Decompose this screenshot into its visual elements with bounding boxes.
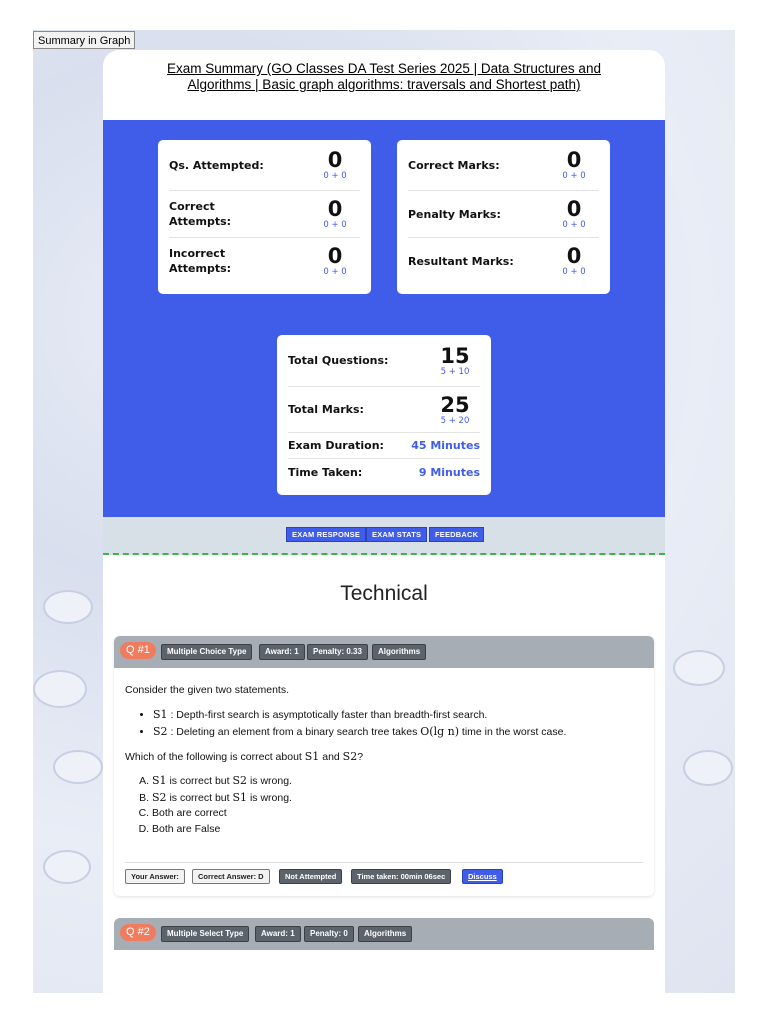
question-1-header [114, 636, 654, 668]
correct-attempts-sub: 0 + 0 [323, 220, 347, 230]
incorrect-attempts-sub: 0 + 0 [323, 267, 347, 277]
correct-marks-label: Correct Marks: [408, 158, 500, 172]
qs-attempted-row [169, 140, 360, 191]
total-questions-label: Total Questions: [288, 354, 389, 367]
qs-attempted-value: 0 [327, 148, 343, 172]
marks-stats-box [397, 140, 610, 294]
penalty-marks-sub: 0 + 0 [562, 220, 586, 230]
summary-graph-button[interactable]: Summary in Graph [33, 31, 135, 49]
question-1-footer [125, 862, 643, 881]
option-a: A. S1 is correct but S2 is wrong. [152, 773, 645, 790]
question-1-body [125, 684, 645, 837]
option-d: D. Both are False [152, 822, 645, 838]
award-tag: Award: 1 [259, 644, 305, 660]
exam-response-button[interactable]: EXAM RESPONSE [286, 527, 366, 542]
award-tag: Award: 1 [255, 926, 301, 942]
correct-attempts-row [169, 191, 360, 238]
incorrect-attempts-row [169, 238, 360, 284]
attempt-stats-box [158, 140, 371, 294]
your-answer-tag: Your Answer: [125, 869, 185, 884]
penalty-marks-value: 0 [566, 197, 582, 221]
resultant-marks-sub: 0 + 0 [562, 267, 586, 277]
correct-attempts-value: 0 [327, 197, 343, 221]
penalty-marks-row [408, 191, 599, 238]
statement-s2: • S2 : Deleting an element from a binary search tree takes O(lg n) time in the worst case. [153, 724, 645, 741]
total-questions-sub: 5 + 10 [440, 366, 470, 377]
exam-duration-row [288, 433, 480, 459]
time-taken-label: Time Taken: [288, 465, 363, 479]
total-marks-label: Total Marks: [288, 403, 364, 416]
statement-list [125, 707, 645, 740]
question-2-header [114, 918, 654, 950]
correct-marks-row [408, 140, 599, 191]
total-questions-row [288, 335, 480, 387]
feedback-button[interactable]: FEEDBACK [429, 527, 484, 542]
question-1-number: Q #1 [120, 642, 156, 659]
question-2-number: Q #2 [120, 924, 156, 941]
resultant-marks-label: Resultant Marks: [408, 254, 514, 268]
exam-info-box [277, 335, 491, 495]
correct-marks-sub: 0 + 0 [562, 171, 586, 181]
qs-attempted-label: Qs. Attempted: [169, 158, 264, 172]
qs-attempted-sub: 0 + 0 [323, 171, 347, 181]
incorrect-attempts-value: 0 [327, 244, 343, 268]
question-type-tag: Multiple Select Type [161, 926, 249, 942]
penalty-tag: Penalty: 0 [304, 926, 354, 942]
topic-tag: Algorithms [372, 644, 426, 660]
section-title: Technical [340, 582, 428, 605]
options-list [125, 773, 645, 837]
time-taken-row [288, 459, 480, 485]
total-marks-sub: 5 + 20 [440, 415, 470, 426]
total-marks-row [288, 387, 480, 433]
exam-summary-card [103, 50, 665, 993]
exam-title[interactable]: Exam Summary (GO Classes DA Test Series 2025 | Data Structures and Algorithms | Basic graph algorithms: traversals and Shortest path) [167, 61, 601, 92]
correct-marks-value: 0 [566, 148, 582, 172]
topic-tag: Algorithms [358, 926, 412, 942]
exam-duration-value: 45 Minutes [411, 439, 480, 452]
exam-nav-bar [103, 517, 665, 555]
incorrect-attempts-label: Incorrect Attempts: [169, 247, 232, 275]
correct-attempts-label: Correct Attempts: [169, 200, 232, 228]
exam-duration-label: Exam Duration: [288, 439, 384, 452]
question-intro: Consider the given two statements. [125, 684, 290, 696]
penalty-tag: Penalty: 0.33 [307, 644, 368, 660]
correct-answer-tag: Correct Answer: D [192, 869, 270, 884]
stats-panel [103, 120, 665, 517]
statement-s1: • S1 : Depth-first search is asymptotically faster than breadth-first search. [153, 707, 645, 724]
discuss-link[interactable]: Discuss [462, 869, 503, 884]
time-taken-tag: Time taken: 00min 06sec [351, 869, 451, 884]
attempt-status-tag: Not Attempted [279, 869, 342, 884]
total-questions-value: 15 [440, 343, 470, 368]
penalty-marks-label: Penalty Marks: [408, 207, 501, 221]
option-b: B. S2 is correct but S1 is wrong. [152, 790, 645, 807]
resultant-marks-row [408, 238, 599, 284]
exam-stats-button[interactable]: EXAM STATS [366, 527, 427, 542]
time-taken-value: 9 Minutes [418, 465, 480, 479]
total-marks-value: 25 [440, 392, 470, 417]
resultant-marks-value: 0 [566, 244, 582, 268]
question-text: Which of the following is correct about S1 and S2? [125, 750, 364, 763]
question-type-tag: Multiple Choice Type [161, 644, 252, 660]
option-c: C. Both are correct [152, 806, 645, 822]
